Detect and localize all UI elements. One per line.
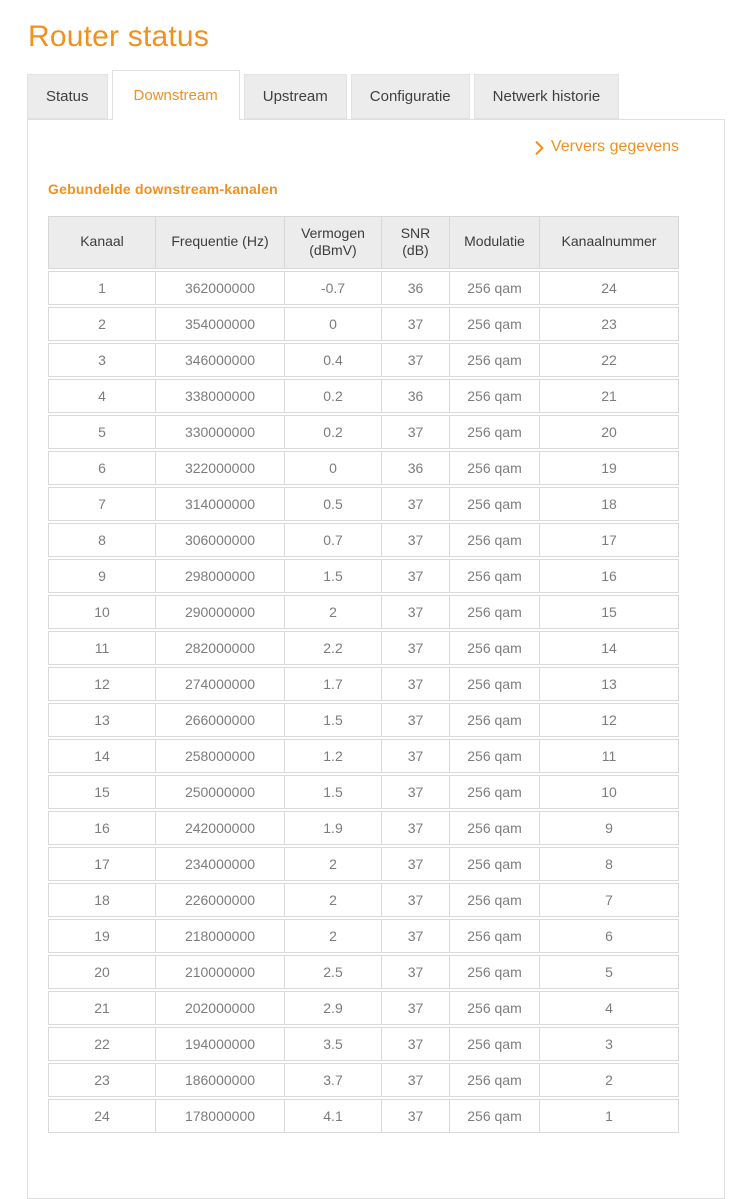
table-cell: 6 [48,451,156,485]
table-cell: 4.1 [285,1099,382,1133]
table-cell: 266000000 [156,703,285,737]
table-cell: 3 [540,1027,679,1061]
page-title: Router status [28,20,210,53]
table-cell: 2.9 [285,991,382,1025]
table-cell: 2.5 [285,955,382,989]
table-cell: 11 [540,739,679,773]
table-cell: 9 [48,559,156,593]
table-cell: 5 [48,415,156,449]
table-cell: 37 [382,343,450,377]
table-cell: 2.2 [285,631,382,665]
table-row [48,667,679,701]
table-cell: 37 [382,487,450,521]
table-cell: 37 [382,847,450,881]
table-cell: 256 qam [450,1027,540,1061]
table-row [48,955,679,989]
table-cell: 12 [48,667,156,701]
table-cell: -0.7 [285,271,382,305]
table-cell: 8 [48,523,156,557]
table-row [48,523,679,557]
column-header: SNR (dB) [382,216,450,269]
table-cell: 256 qam [450,667,540,701]
table-cell: 37 [382,991,450,1025]
table-row [48,451,679,485]
table-cell: 13 [540,667,679,701]
column-header: Kanaalnummer [540,216,679,269]
table-cell: 36 [382,451,450,485]
table-cell: 37 [382,919,450,953]
table-cell: 1.9 [285,811,382,845]
table-cell: 256 qam [450,415,540,449]
tab-upstream[interactable]: Upstream [244,74,347,119]
table-cell: 37 [382,559,450,593]
table-cell: 10 [48,595,156,629]
header-row [48,216,679,269]
table-cell: 256 qam [450,451,540,485]
table-cell: 256 qam [450,271,540,305]
table-cell: 250000000 [156,775,285,809]
table-cell: 37 [382,667,450,701]
table-row [48,991,679,1025]
table-cell: 256 qam [450,955,540,989]
refresh-link-label: Ververs gegevens [550,138,679,155]
table-cell: 338000000 [156,379,285,413]
table-row [48,415,679,449]
table-cell: 0 [285,451,382,485]
table-cell: 282000000 [156,631,285,665]
table-cell: 256 qam [450,991,540,1025]
table-cell: 242000000 [156,811,285,845]
table-cell: 10 [540,775,679,809]
table-cell: 12 [540,703,679,737]
table-cell: 36 [382,271,450,305]
table-body [48,271,679,1133]
table-cell: 0.4 [285,343,382,377]
table-cell: 256 qam [450,703,540,737]
table-cell: 7 [48,487,156,521]
column-header: Modulatie [450,216,540,269]
table-row [48,631,679,665]
table-cell: 6 [540,919,679,953]
table-cell: 37 [382,631,450,665]
table-row [48,739,679,773]
table-cell: 354000000 [156,307,285,341]
table-cell: 256 qam [450,523,540,557]
table-cell: 37 [382,703,450,737]
table-cell: 226000000 [156,883,285,917]
table-cell: 37 [382,883,450,917]
table-row [48,1027,679,1061]
refresh-row [48,138,679,160]
table-cell: 37 [382,307,450,341]
table-cell: 0.2 [285,379,382,413]
table-cell: 23 [540,307,679,341]
tab-bar [27,70,725,119]
table-cell: 256 qam [450,307,540,341]
table-cell: 1.5 [285,559,382,593]
table-row [48,559,679,593]
table-cell: 17 [540,523,679,557]
table-cell: 11 [48,631,156,665]
table-cell: 256 qam [450,343,540,377]
tab-configuratie[interactable]: Configuratie [351,74,470,119]
table-cell: 256 qam [450,739,540,773]
table-row [48,379,679,413]
table-cell: 2 [285,595,382,629]
table-cell: 37 [382,595,450,629]
table-cell: 256 qam [450,487,540,521]
table-cell: 24 [540,271,679,305]
table-cell: 14 [540,631,679,665]
table-cell: 19 [48,919,156,953]
table-cell: 1.7 [285,667,382,701]
table-cell: 0.2 [285,415,382,449]
table-cell: 7 [540,883,679,917]
table-cell: 0.5 [285,487,382,521]
table-cell: 218000000 [156,919,285,953]
refresh-link[interactable] [535,138,679,156]
table-cell: 256 qam [450,1063,540,1097]
column-header: Kanaal [48,216,156,269]
table-cell: 22 [48,1027,156,1061]
tab-content-panel [27,119,725,1199]
table-cell: 322000000 [156,451,285,485]
table-row [48,847,679,881]
table-cell: 1.2 [285,739,382,773]
table-cell: 256 qam [450,559,540,593]
table-cell: 2 [285,919,382,953]
table-cell: 15 [540,595,679,629]
table-cell: 3 [48,343,156,377]
table-row [48,883,679,917]
table-cell: 256 qam [450,1099,540,1133]
table-row [48,811,679,845]
table-row [48,343,679,377]
column-header: Frequentie (Hz) [156,216,285,269]
table-cell: 37 [382,811,450,845]
table-cell: 1.5 [285,775,382,809]
table-cell: 37 [382,1027,450,1061]
table-cell: 0 [285,307,382,341]
table-cell: 4 [540,991,679,1025]
table-cell: 178000000 [156,1099,285,1133]
table-cell: 23 [48,1063,156,1097]
table-cell: 5 [540,955,679,989]
table-cell: 0.7 [285,523,382,557]
table-cell: 37 [382,1063,450,1097]
table-cell: 17 [48,847,156,881]
table-cell: 3.7 [285,1063,382,1097]
table-cell: 36 [382,379,450,413]
table-cell: 258000000 [156,739,285,773]
table-cell: 24 [48,1099,156,1133]
table-cell: 2 [285,883,382,917]
table-cell: 256 qam [450,379,540,413]
table-row [48,307,679,341]
section-title: Gebundelde downstream-kanalen [48,180,278,197]
table-cell: 19 [540,451,679,485]
table-cell: 3.5 [285,1027,382,1061]
table-cell: 37 [382,415,450,449]
table-row [48,1099,679,1133]
table-cell: 1.5 [285,703,382,737]
table-cell: 37 [382,775,450,809]
table-cell: 4 [48,379,156,413]
table-cell: 21 [48,991,156,1025]
table-cell: 256 qam [450,847,540,881]
table-cell: 37 [382,739,450,773]
table-cell: 330000000 [156,415,285,449]
table-cell: 202000000 [156,991,285,1025]
table-cell: 256 qam [450,595,540,629]
table-cell: 14 [48,739,156,773]
table-cell: 37 [382,955,450,989]
table-cell: 2 [540,1063,679,1097]
router-status-page [0,20,740,1199]
table-cell: 210000000 [156,955,285,989]
table-cell: 37 [382,523,450,557]
table-cell: 13 [48,703,156,737]
table-row [48,703,679,737]
table-cell: 234000000 [156,847,285,881]
table-cell: 18 [48,883,156,917]
table-cell: 274000000 [156,667,285,701]
table-cell: 256 qam [450,631,540,665]
table-cell: 256 qam [450,775,540,809]
table-cell: 18 [540,487,679,521]
table-cell: 314000000 [156,487,285,521]
table-cell: 362000000 [156,271,285,305]
table-cell: 1 [540,1099,679,1133]
table-cell: 20 [540,415,679,449]
table-head [48,216,679,269]
chevron-right-icon [535,141,544,155]
table-cell: 2 [285,847,382,881]
tab-status[interactable]: Status [27,74,108,119]
table-cell: 256 qam [450,811,540,845]
table-cell: 9 [540,811,679,845]
table-cell: 186000000 [156,1063,285,1097]
table-cell: 8 [540,847,679,881]
table-cell: 21 [540,379,679,413]
table-cell: 256 qam [450,883,540,917]
table-cell: 290000000 [156,595,285,629]
table-cell: 346000000 [156,343,285,377]
table-row [48,595,679,629]
table-cell: 256 qam [450,919,540,953]
table-cell: 306000000 [156,523,285,557]
column-header: Vermogen (dBmV) [285,216,382,269]
table-cell: 16 [48,811,156,845]
table-row [48,775,679,809]
tab-netwerk-historie[interactable]: Netwerk historie [474,74,620,119]
table-cell: 37 [382,1099,450,1133]
table-row [48,271,679,305]
table-row [48,487,679,521]
table-cell: 194000000 [156,1027,285,1061]
table-cell: 298000000 [156,559,285,593]
tab-downstream[interactable]: Downstream [112,70,240,120]
table-row [48,919,679,953]
table-cell: 22 [540,343,679,377]
table-cell: 16 [540,559,679,593]
table-row [48,1063,679,1097]
table-cell: 15 [48,775,156,809]
table-cell: 1 [48,271,156,305]
table-cell: 2 [48,307,156,341]
downstream-channels-table [48,214,679,1135]
table-cell: 20 [48,955,156,989]
